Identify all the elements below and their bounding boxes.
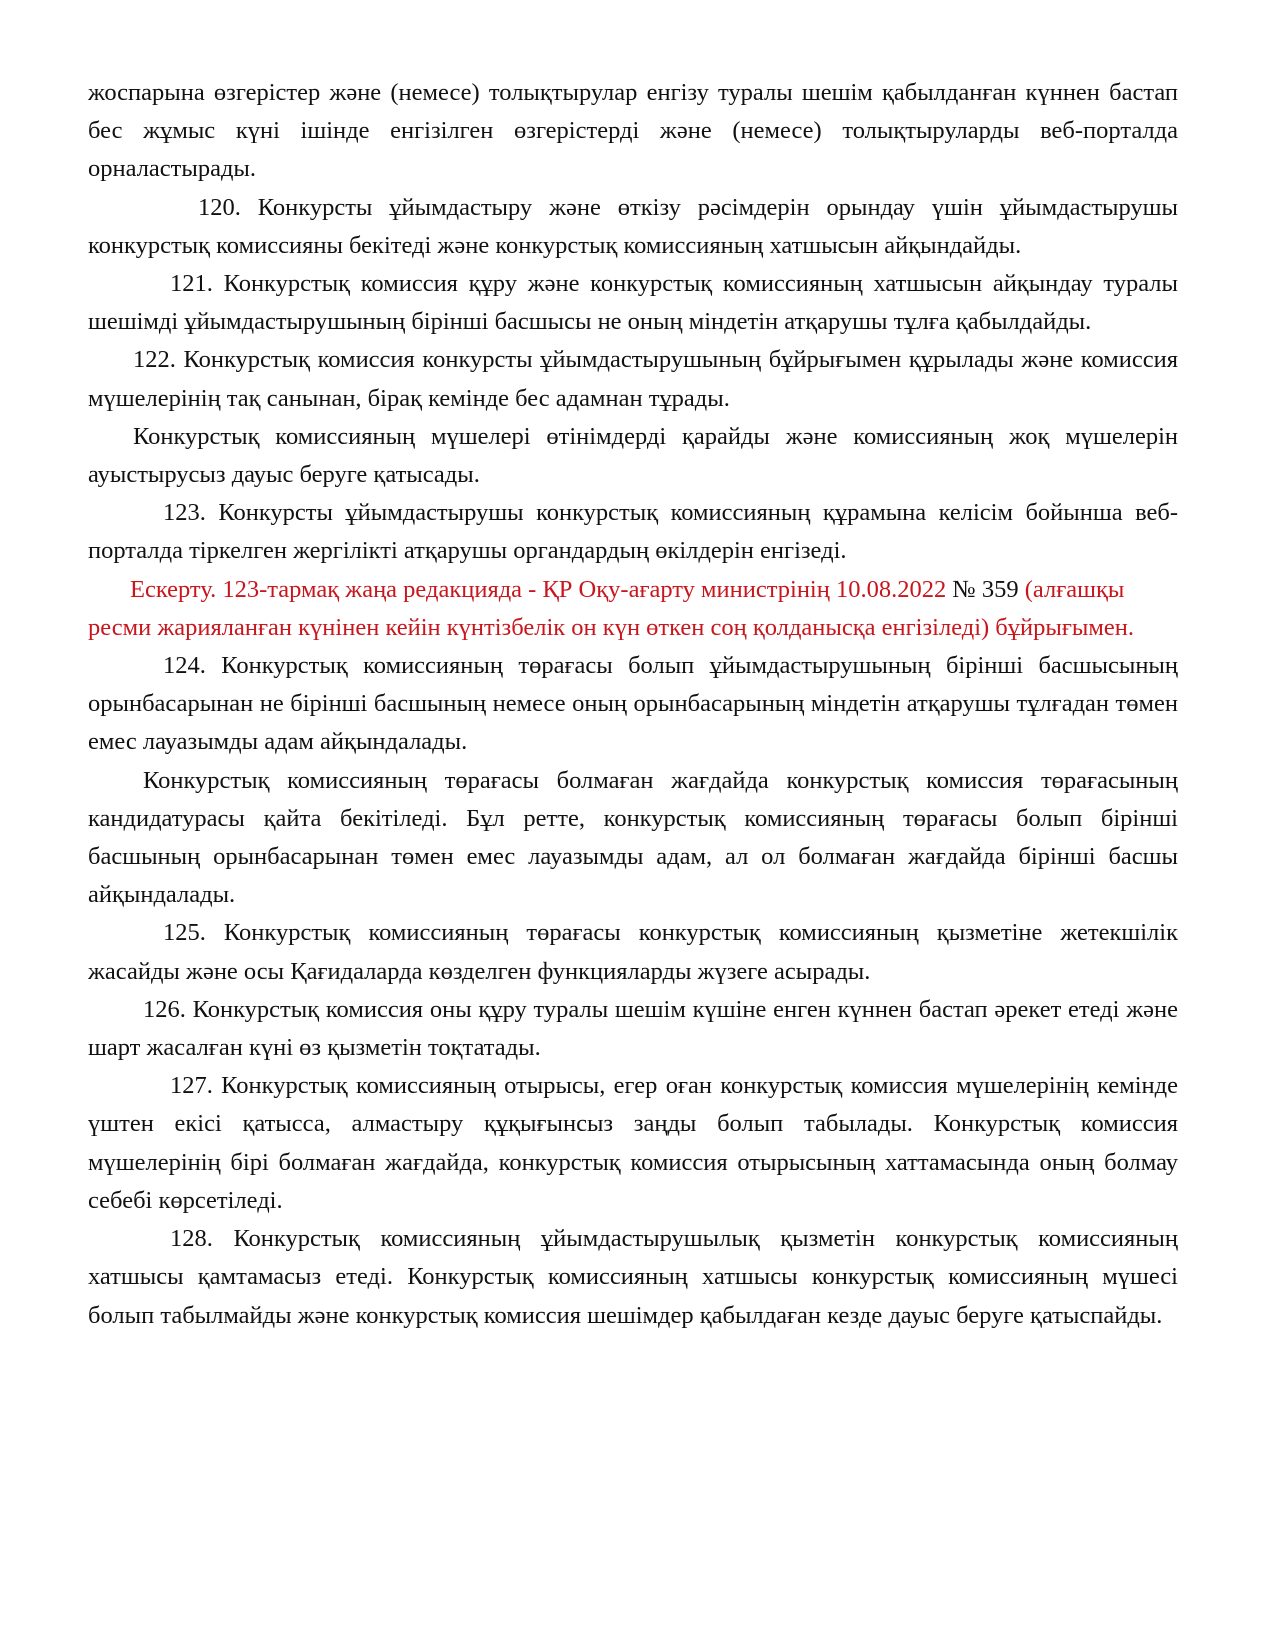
document-page	[88, 74, 1178, 1335]
paragraph-125: 125. Конкурстық комиссияның төрағасы конкурстық комиссияның қызметіне жетекшілік жасайды және осы Қағидаларда көзделген функцияларды жүзеге асырады.	[88, 919, 1178, 985]
order-link[interactable]: № 359	[952, 575, 1019, 603]
paragraph-124: 124. Конкурстық комиссияның төрағасы болып ұйымдастырушының бірінші басшысының орынбасарынан не бірінші басшының немесе оның орынбасарының міндетін атқарушы тұлғадан төмен емес лауазымды адам айқындалады.	[88, 652, 1178, 756]
note-suffix: (алғашқы ресми жарияланған күнінен кейін күнтізбелік он күн өткен соң қолданысқа енгізіледі) бұйрығымен.	[88, 575, 1134, 641]
paragraph-121: 121. Конкурстық комиссия құру және конкурстық комиссияның хатшысын айқындау туралы шешімді ұйымдастырушының бірінші басшысы не оның міндетін атқарушы тұлға қабылдайды.	[88, 270, 1178, 336]
paragraph-127: 127. Конкурстық комиссияның отырысы, егер оған конкурстық комиссия мүшелерінің кемінде үштен екісі қатысса, алмастыру құқығынсыз заңды болып табылады. Конкурстық комиссия мүшелерінің бірі болмаған жағдайда, конкурстық комиссия отырысының хаттамасында оның болмау себебі көрсетіледі.	[88, 1072, 1178, 1214]
paragraph-122: 122. Конкурстық комиссия конкурсты ұйымдастырушының бұйрығымен құрылады және комиссия мүшелерінің тақ санынан, бірақ кемінде бес адамнан тұрады.	[88, 346, 1178, 412]
note-prefix: Ескерту. 123-тармақ жаңа редакцияда - ҚР Оқу-ағарту министрінің 10.08.2022	[130, 575, 953, 603]
paragraph-continuation: жоспарына өзгерістер және (немесе) толықтырулар енгізу туралы шешім қабылданған күннен бастап бес жұмыс күні ішінде енгізілген өзгерістерді және (немесе) толықтыруларды веб-порталда орналастырады.	[88, 79, 1178, 183]
paragraph-124-chair: Конкурстық комиссияның төрағасы болмаған жағдайда конкурстық комиссия төрағасының кандидатурасы қайта бекітіледі. Бұл ретте, конкурстық комиссияның төрағасы болып бірінші басшының орынбасарынан төмен емес лауазымды адам, ал ол болмаған жағдайда бірінші басшы айқындалады.	[88, 766, 1178, 909]
paragraph-122-members: Конкурстық комиссияның мүшелері өтінімдерді қарайды және комиссияның жоқ мүшелерін ауыстырусыз дауыс беруге қатысады.	[88, 422, 1178, 489]
paragraph-123: 123. Конкурсты ұйымдастырушы конкурстық комиссияның құрамына келісім бойынша веб-порталда тіркелген жергілікті атқарушы органдардың өкілдерін енгізеді.	[88, 499, 1178, 565]
amendment-note	[88, 571, 1178, 647]
paragraph-128: 128. Конкурстық комиссияның ұйымдастырушылық қызметін конкурстық комиссияның хатшысы қамтамасыз етеді. Конкурстық комиссияның хатшысы конкурстық комиссияның мүшесі болып табылмайды және конкурстық комиссия шешімдер қабылдаған кезде дауыс беруге қатыспайды.	[88, 1225, 1178, 1329]
paragraph-126: 126. Конкурстық комиссия оны құру туралы шешім күшіне енген күннен бастап әрекет етеді және шарт жасалған күні өз қызметін тоқтатады.	[88, 995, 1178, 1062]
paragraph-120: 120. Конкурсты ұйымдастыру және өткізу рәсімдерін орындау үшін ұйымдастырушы конкурстық комиссияны бекітеді және конкурстық комиссияның хатшысын айқындайды.	[88, 193, 1178, 259]
